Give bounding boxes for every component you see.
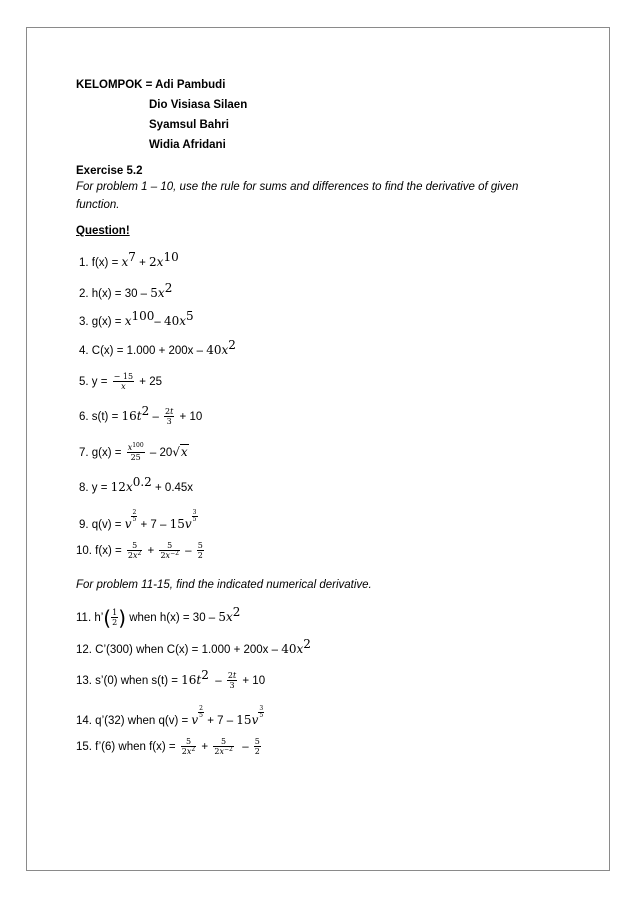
problem-11: 11. h’( $\frac{1}{2}$ ) when $h(x) = 30 - 5x^2$ bbox=[76, 605, 241, 630]
exercise-title: Exercise 5.2 bbox=[76, 165, 143, 177]
problem-14: 14. q’(32) when q(v) = v $\frac{2}{5}$ + 7 – 15v $\frac{3}{5}$ bbox=[76, 705, 264, 727]
question-heading: Question! bbox=[76, 225, 130, 237]
problem-6: 6. $s(t) = 16t^2$ – $\frac{2t}{3}$ + 10 bbox=[79, 404, 203, 427]
member-3: Syamsul Bahri bbox=[149, 119, 229, 131]
group-line bbox=[76, 78, 225, 92]
problem-7: 7. g(x) = $\frac{x^{100}}{25}$ – 20√x bbox=[79, 442, 188, 463]
problem-3: 3. $g(x) = x^{100}-$ $40x^5$ bbox=[79, 309, 194, 328]
problem-5: 5. y = $\frac{- 15}{x}$ + 25 bbox=[79, 372, 162, 392]
instruction-line-1: For problem 1 – 10, use the rule for sums and differences to find the derivative of given bbox=[76, 181, 519, 193]
problem-15: 15. f’(6) when f(x) = $\frac{5}{2x^2}$ + $\frac{5}{2x^{-2}}$ – $\frac{5}{2}$ bbox=[76, 737, 260, 757]
member-1: Adi Pambudi bbox=[155, 79, 226, 91]
problem-1: 1. $f(x) = x^7 + 2x^{10}$ bbox=[79, 250, 179, 269]
member-4: Widia Afridani bbox=[149, 139, 226, 151]
problem-12: 12. C’(300) when $C(x) = 1.000 + 200x - 40x^2$ bbox=[76, 637, 311, 656]
problem-2: 2. $h(x) = 30 - 5x^2$ bbox=[79, 281, 173, 300]
group-label: KELOMPOK = bbox=[76, 79, 156, 91]
problem-10: 10. f(x) = $\frac{5}{2x^2}$ + $\frac{5}{2x^{-2}}$ – $\frac{5}{2}$ bbox=[76, 541, 203, 561]
instruction-line-2: function. bbox=[76, 199, 120, 211]
instruction-line-3: For problem 11-15, find the indicated numerical derivative. bbox=[76, 579, 372, 591]
problem-13: 13. s’(0) when $s(t) = 16t^2$ – $\frac{2t}{3}$ + 10 bbox=[76, 668, 266, 691]
problem-4: 4. $C(x) = 1.000 + 200x - 40x^2$ bbox=[79, 338, 236, 357]
problem-9: 9. q(v) = v $\frac{2}{5}$ + 7 – 15v $\frac{3}{5}$ bbox=[79, 509, 197, 531]
problem-8: 8. $y = 12x^{0.2} + 0.45x$ bbox=[79, 475, 194, 494]
member-2: Dio Visiasa Silaen bbox=[149, 99, 248, 111]
